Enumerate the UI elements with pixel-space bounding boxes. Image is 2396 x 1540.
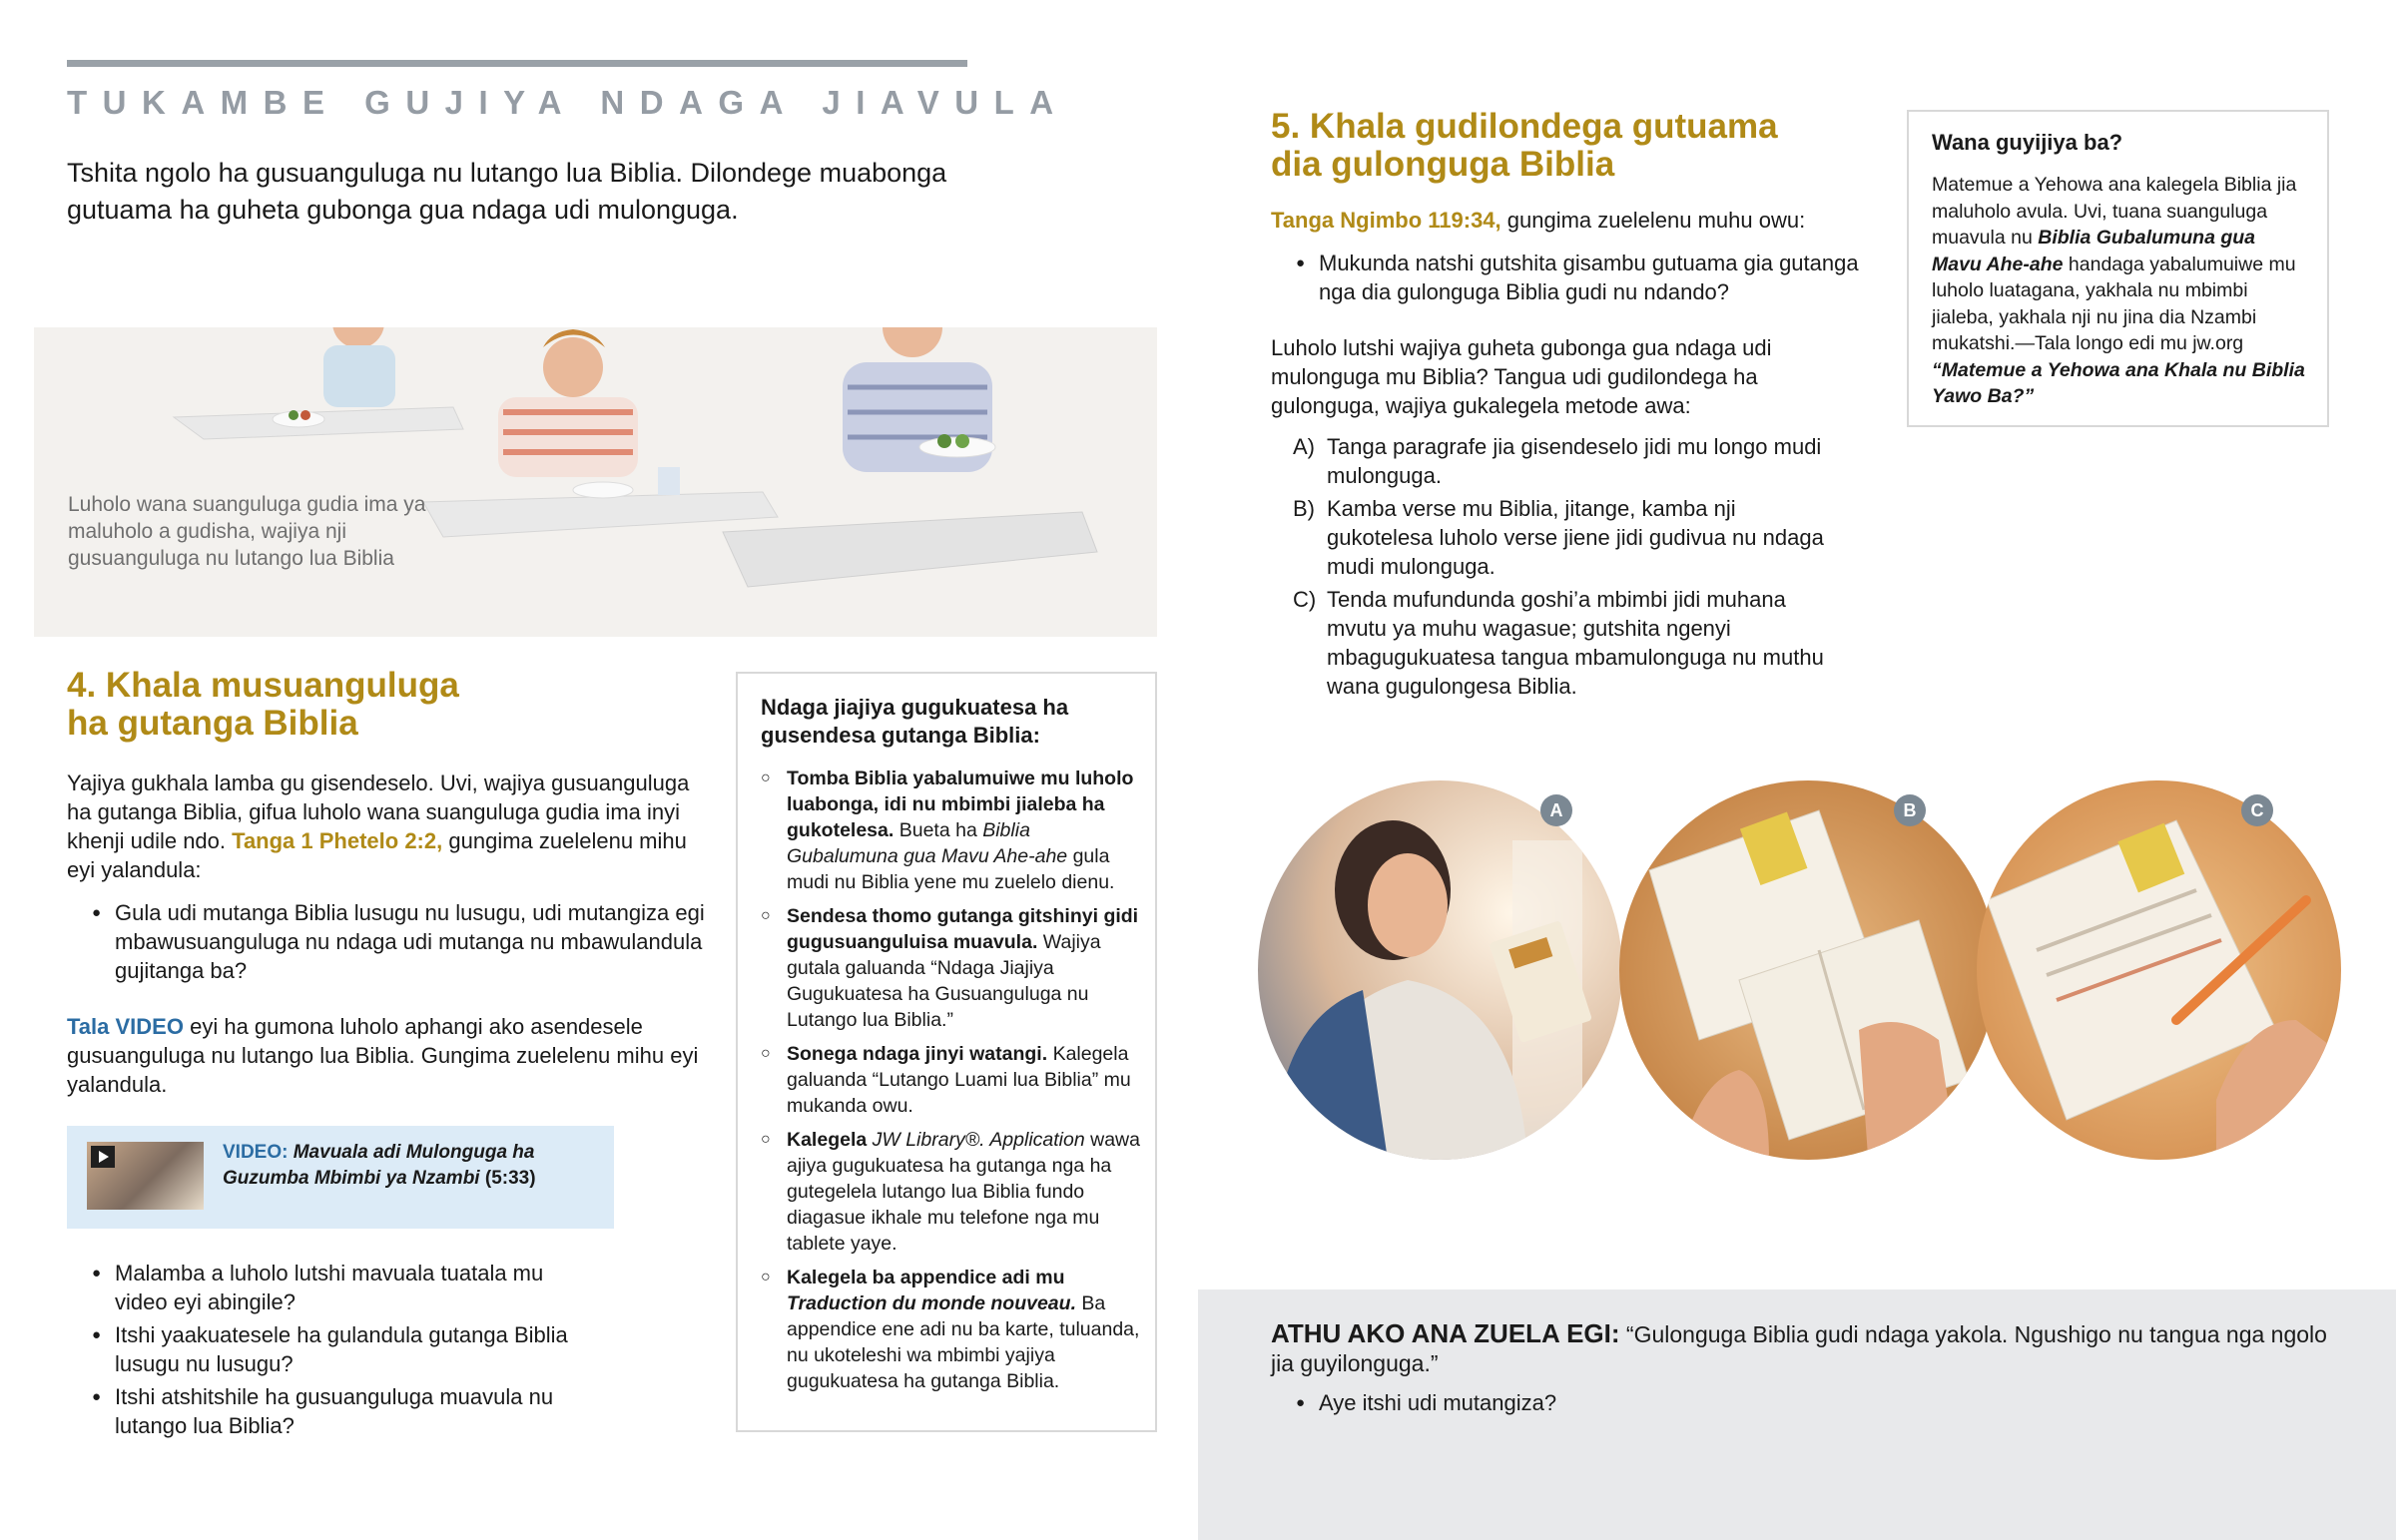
intro-paragraph: Tshita ngolo ha gusuanguluga nu lutango lua Biblia. Dilondege muabonga gutuama ha guheta gubonga gua ndaga udi mulonguga. — [67, 158, 947, 225]
illustration-a-reading-girl — [1258, 780, 1622, 1160]
reading-tips-box — [736, 672, 1157, 1432]
section-5-heading — [1271, 108, 1890, 184]
section-5-ref-tail: gungima zuelelenu muhu owu: — [1506, 208, 1806, 233]
open-books-drawing — [1619, 780, 1997, 1160]
section-4-paragraph — [67, 769, 708, 884]
question-item: ● Malamba a luholo lutshi mavuala tuatala mu video eyi abingile? — [67, 1259, 586, 1316]
section-4-heading-line1: 4. Khala musuanguluga — [67, 666, 459, 705]
tip-item: ○ Kalegela ba appendice adi mu Traduction du monde nouveau. Ba appendice ene adi nu ba karte, tuluanda, nu ukoteleshi wa mbimbi yajiya gugukuatesa ha gutanga Biblia. — [761, 1265, 1146, 1394]
illustration-b-verse-lookup — [1619, 780, 1997, 1160]
some-people-say-block — [1271, 1319, 2329, 1421]
video-question-list — [67, 1259, 586, 1444]
athu-question-list — [1271, 1388, 2329, 1417]
section-5-paragraph: Luholo lutshi wajiya guheta gubonga gua ndaga udi mulonguga mu Biblia? Tangua udi gudilondega ha gulonguga, wajiya gukalegela metode awa: — [1271, 335, 1772, 418]
article-link[interactable]: “Matemue a Yehowa ana Khala nu Biblia Yawo Ba?” — [1932, 358, 2305, 407]
video-title-block[interactable] — [223, 1140, 602, 1192]
question-item: ● Itshi atshitshile ha gusuanguluga muavula nu lutango lua Biblia? — [67, 1382, 586, 1440]
did-you-know-text: Matemue a Yehowa ana kalegela Biblia jia maluholo avula. Uvi, tuana suanguluga muavula nu Biblia Gubalumuna gua Mavu Ahe-ahe handaga yabalumuiwe mu luholo luatagana, yakhala nu mbimbi jialeba, yakhala nji nu jina dia Nzambi mukatshi.—Tala longo edi mu jw.org “Matemue a Yehowa ana Khala nu Biblia Yawo Ba?” — [1932, 174, 2305, 407]
question-item: ● Gula udi mutanga Biblia lusugu nu lusugu, udi mutangiza egi mbawusuanguluga nu ndaga udi mutanga nu mbawulandula gujitanga ba? — [67, 898, 716, 985]
tip-item: ○ Tomba Biblia yabalumuiwe mu luholo luabonga, idi nu mbimbi jialeba ha gukotelesa. Bueta ha Biblia Gubalumuna gua Mavu Ahe-ahe gula mudi nu Biblia yene mu zuelelo dienu. — [761, 766, 1146, 895]
eating-illustration — [34, 327, 1157, 637]
method-step: C) Tenda mufundunda goshi’a mbimbi jidi muhana mvutu ya muhu wagasue; gutshita ngenyi mbagugukuatesa tangua mbamulonguga nu muthu wana gugulongesa Biblia. — [1293, 587, 1824, 699]
boys-eating-drawing — [34, 327, 1157, 637]
girl-reading-drawing — [1258, 780, 1622, 1160]
badge-a: A — [1540, 794, 1572, 826]
method-step: B) Kamba verse mu Biblia, jitange, kamba nji gukotelesa luholo verse jiene jidi gudivua nu ndaga mudi mulonguga. — [1293, 496, 1824, 579]
illustration-c-research-notes — [1977, 780, 2341, 1160]
section-5-question-list — [1271, 249, 1870, 310]
did-you-know-box — [1907, 110, 2329, 427]
play-icon[interactable] — [91, 1146, 115, 1168]
video-title[interactable]: Mavuala adi Mulonguga ha Guzumba Mbimbi ya Nzambi — [223, 1142, 535, 1189]
video-prompt — [67, 1012, 706, 1099]
section-5-ref-line — [1271, 206, 1890, 235]
some-people-say-quote: “Gulonguga Biblia gudi ndaga yakola. Ngushigo nu tangua nga ngolo jia guyilonguga.” — [1271, 1321, 2327, 1376]
video-thumbnail[interactable] — [87, 1142, 204, 1210]
section-5-heading-line2: dia gulonguga Biblia — [1271, 145, 1615, 184]
question-item: ● Mukunda natshi gutshita gisambu gutuama gia gutanga nga dia gulonguga Biblia gudi nu ndando? — [1271, 249, 1870, 306]
section-4-text-tail: gungima zuelelenu mihu eyi yalandula: — [67, 828, 687, 882]
badge-b: B — [1894, 794, 1926, 826]
method-step: A) Tanga paragrafe jia gisendeselo jidi mu longo mudi mulonguga. — [1293, 434, 1822, 488]
table-2 — [423, 492, 778, 537]
video-duration: (5:33) — [484, 1168, 536, 1189]
tip-item: ○ Kalegela JW Library®. Application wawa ajiya gugukuatesa ha gutanga nga ha gutegelela lutango lua Biblia fundo diagasue ikhale mu telefone nga mu tablete yaye. — [761, 1127, 1146, 1257]
tips-list — [761, 766, 1146, 1402]
video-prompt-text: eyi ha gumona luholo aphangi ako asendesele gusuanguluga nu lutango lua Biblia. Gungima zuelelenu mihu eyi yalandula. — [67, 1014, 699, 1097]
top-rule — [67, 60, 967, 67]
illustration-caption: Luholo wana suanguluga gudia ima ya maluholo a gudisha, wajiya nji gusuanguluga nu lutango lua Biblia — [68, 493, 426, 570]
badge-c: C — [2241, 794, 2273, 826]
section-4-heading-line2: ha gutanga Biblia — [67, 704, 358, 743]
section-4-question-list — [67, 898, 716, 989]
video-card[interactable] — [67, 1126, 614, 1229]
section-kicker: TUKAMBE GUJIYA NDAGA JIAVULA — [67, 84, 1069, 121]
tips-box-title: Ndaga jiajiya gugukuatesa ha gusendesa gutanga Biblia: — [761, 695, 1069, 748]
section-4-heading — [67, 667, 706, 743]
section-5-heading-line1: 5. Khala gudilondega gutuama — [1271, 107, 1778, 146]
video-link[interactable]: Tala VIDEO — [67, 1014, 184, 1039]
did-you-know-title: Wana guyijiya ba? — [1932, 130, 2123, 155]
method-steps-list — [1271, 432, 1830, 705]
table-3 — [723, 512, 1097, 587]
scripture-reference-link[interactable]: Tanga Ngimbo 119:34, — [1271, 208, 1501, 233]
some-people-say-label: ATHU AKO ANA ZUELA EGI: — [1271, 1318, 1620, 1348]
video-label: VIDEO: — [223, 1142, 289, 1163]
section-4-text: Yajiya gukhala lamba gu gisendeselo. Uvi, wajiya gusuanguluga ha gutanga Biblia, gifua luholo wana suanguluga gudia ima inyi khenji udile ndo. — [67, 770, 690, 853]
tip-item: ○ Sendesa thomo gutanga gitshinyi gidi gugusuanguluisa muavula. Wajiya gutala galuanda “Ndaga Jiajiya Gugukuatesa ha Gusuanguluga nu Lutango lua Biblia.” — [761, 903, 1146, 1033]
scripture-reference-link[interactable]: Tanga 1 Phetelo 2:2, — [232, 828, 443, 853]
book-with-pencil-drawing — [1977, 780, 2341, 1160]
question-item: ● Aye itshi udi mutangiza? — [1271, 1388, 2329, 1417]
tip-item: ○ Sonega ndaga jinyi watangi. Kalegela galuanda “Lutango Luami lua Biblia” mu mukanda owu. — [761, 1041, 1146, 1119]
question-item: ● Itshi yaakuatesele ha gulandula gutanga Biblia lusugu nu lusugu? — [67, 1320, 586, 1378]
